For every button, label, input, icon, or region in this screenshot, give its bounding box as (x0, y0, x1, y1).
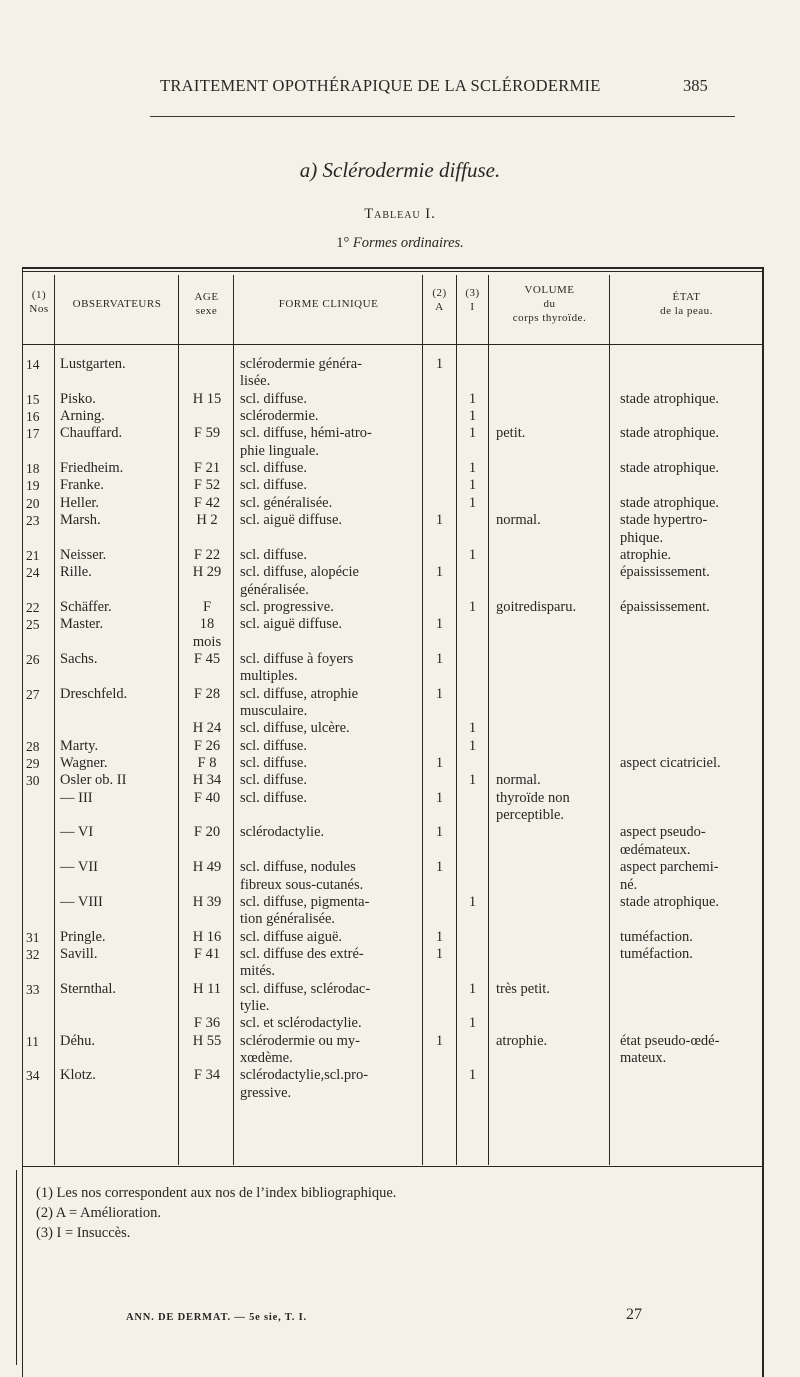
cell-form: scl. diffuse. (240, 477, 307, 494)
cell-vol: petit. (496, 425, 526, 442)
cell-vol: très petit. (496, 980, 550, 997)
cell-num: 18 (26, 461, 40, 477)
cell-a: 1 (435, 755, 444, 772)
cell-i: 1 (468, 772, 477, 789)
cell-vol: perceptible. (496, 807, 565, 824)
cell-obs: Sternthal. (60, 980, 116, 997)
cell-age: F 40 (193, 789, 221, 806)
cell-age: F (202, 598, 212, 615)
cell-obs: — VIII (60, 893, 103, 910)
cell-a: 1 (435, 859, 444, 876)
cell-age: H 11 (192, 980, 222, 997)
cell-form: tion généralisée. (240, 911, 336, 928)
cell-age: F 36 (193, 1015, 221, 1032)
cell-age: 18 (199, 616, 215, 633)
cell-num: 15 (26, 391, 40, 407)
col-num-label: Nos (29, 303, 49, 315)
col-skin-sub: de la peau. (660, 305, 713, 317)
cell-skin: tuméfaction. (620, 945, 693, 962)
cell-a: 1 (435, 616, 444, 633)
cell-i: 1 (468, 1067, 477, 1084)
cell-age: H 24 (192, 720, 222, 737)
cell-num: 17 (26, 426, 40, 442)
cell-i: 1 (468, 893, 477, 910)
cell-obs: Master. (60, 616, 104, 633)
cell-form: gressive. (240, 1084, 292, 1101)
cell-form: scl. progressive. (240, 598, 334, 615)
cell-skin: épaississement. (620, 598, 710, 615)
col-vol-du: du (543, 298, 556, 310)
cell-form: scl. diffuse aiguë. (240, 928, 343, 945)
cell-obs: — VII (60, 859, 98, 876)
cell-num: 14 (26, 357, 40, 372)
cell-form: scl. diffuse, nodules (240, 859, 356, 876)
col-num-ref: (1) (31, 289, 47, 301)
col-header-observers: OBSERVATEURS (72, 298, 162, 310)
cell-num: 31 (26, 929, 40, 945)
cell-obs: Rille. (60, 564, 92, 581)
cell-i: 1 (468, 460, 477, 477)
cell-age: H 2 (196, 512, 218, 529)
table-top-rule-thin (22, 271, 764, 272)
cell-form: tylie. (240, 997, 270, 1014)
header-bottom-rule (22, 344, 762, 345)
cell-form: sclérodermie généra- (240, 356, 362, 372)
col-header-age (180, 290, 233, 318)
cell-skin: aspect cicatriciel. (620, 755, 721, 772)
cell-a: 1 (435, 789, 444, 806)
cell-i: 1 (468, 1015, 477, 1032)
cell-form: mités. (240, 963, 276, 980)
footnote-ref: (3) (36, 1225, 53, 1241)
cell-form: scl. aiguë diffuse. (240, 512, 343, 529)
cell-num: 29 (26, 756, 40, 772)
cell-num: 16 (26, 409, 40, 425)
cell-skin: stade atrophique. (620, 893, 720, 910)
cell-obs: Lustgarten. (60, 356, 126, 372)
cell-obs: Marsh. (60, 512, 101, 529)
cell-age: H 29 (192, 564, 222, 581)
col-i-label: I (470, 301, 475, 313)
cell-skin: stade atrophique. (620, 460, 720, 477)
cell-obs: Heller. (60, 494, 100, 511)
cell-obs: Savill. (60, 945, 98, 962)
cell-obs: — VI (60, 824, 94, 841)
cell-num: 20 (26, 495, 40, 511)
cell-i: 1 (468, 980, 477, 997)
footnote-text: A = Amélioration. (55, 1205, 161, 1221)
cell-skin: aspect pseudo- (620, 824, 706, 841)
cell-i: 1 (468, 390, 477, 407)
cell-form: scl. diffuse. (240, 390, 307, 407)
cell-obs: Wagner. (60, 755, 108, 772)
cell-num: 24 (26, 565, 40, 581)
cell-num: 22 (26, 599, 40, 615)
page-number: 385 (683, 76, 708, 95)
cell-vol: normal. (496, 512, 541, 529)
cell-obs: Arning. (60, 408, 105, 425)
cell-age: mois (192, 633, 222, 650)
cell-age: F 28 (193, 685, 221, 702)
col-sex-label: sexe (195, 305, 218, 317)
cell-form: fibreux sous-cutanés. (240, 876, 364, 893)
cell-form: scl. diffuse, atrophie (240, 685, 359, 702)
cell-form: scl. diffuse, sclérodac- (240, 980, 371, 997)
cell-a: 1 (435, 824, 444, 841)
notes-left-rule (16, 1170, 17, 1365)
cell-form: scl. diffuse à foyers (240, 650, 354, 667)
cell-form: lisée. (240, 373, 271, 390)
cell-age: F 41 (193, 945, 221, 962)
col-header-volume (490, 283, 609, 325)
cell-age: H 55 (192, 1032, 222, 1049)
cell-form: sclérodactylie,scl.pro- (240, 1067, 369, 1084)
cell-a: 1 (435, 928, 444, 945)
cell-age: F 42 (193, 494, 221, 511)
cell-num: 34 (26, 1068, 40, 1084)
cell-age: F 59 (193, 425, 221, 442)
section-title: a) Sclérodermie diffuse. (299, 158, 501, 182)
column-divider (54, 275, 55, 1165)
cell-obs: Klotz. (60, 1067, 96, 1084)
cell-skin: épaississement. (620, 564, 710, 581)
running-head: TRAITEMENT OPOTHÉRAPIQUE DE LA SCLÉRODERMIE (160, 76, 601, 95)
col-skin-label: ÉTAT (672, 291, 701, 303)
cell-i: 1 (468, 546, 477, 563)
cell-num: 26 (26, 651, 40, 667)
cell-i: 1 (468, 408, 477, 425)
cell-obs: Déhu. (60, 1032, 96, 1049)
cell-vol: goitredisparu. (496, 598, 577, 615)
cell-a: 1 (435, 512, 444, 529)
cell-form: scl. diffuse, alopécie (240, 564, 359, 581)
column-divider (178, 275, 179, 1165)
cell-i: 1 (468, 494, 477, 511)
cell-obs: — III (60, 789, 93, 806)
cell-i: 1 (468, 425, 477, 442)
sheet-signature: 27 (626, 1306, 642, 1323)
cell-form: scl. diffuse. (240, 737, 307, 754)
cell-obs: Sachs. (60, 650, 98, 667)
cell-num: 21 (26, 547, 40, 563)
table-right-rule (762, 267, 764, 1377)
cell-form: sclérodactylie. (240, 824, 325, 841)
cell-form: xœdème. (240, 1050, 293, 1066)
footnote-1 (36, 1184, 396, 1202)
cell-form: musculaire. (240, 703, 308, 719)
cell-age: F 52 (193, 477, 221, 494)
cell-num: 23 (26, 513, 40, 529)
cell-skin: stade hypertro- (620, 512, 708, 529)
col-vol-label: VOLUME (524, 284, 575, 296)
cell-num: 19 (26, 478, 40, 494)
cell-form: scl. et sclérodactylie. (240, 1015, 362, 1032)
cell-i: 1 (468, 737, 477, 754)
cell-obs: Franke. (60, 477, 104, 494)
footnote-3 (36, 1224, 130, 1242)
footnote-text: Les nos correspondent aux nos de l’index bibliographique. (56, 1185, 397, 1201)
journal-signature: ANN. DE DERMAT. — 5e sie, T. I. (126, 1312, 307, 1323)
cell-obs: Schäffer. (60, 598, 112, 615)
cell-a: 1 (435, 1032, 444, 1049)
cell-num: 33 (26, 981, 40, 997)
cell-vol: thyroïde non (496, 789, 570, 806)
cell-obs: Chauffard. (60, 425, 123, 442)
cell-age: F 20 (193, 824, 221, 841)
cell-i: 1 (468, 598, 477, 615)
col-header-skin (611, 290, 762, 318)
cell-age: F 21 (193, 460, 221, 477)
col-header-a (423, 286, 456, 314)
cell-age: H 34 (192, 772, 222, 789)
table-top-rule (22, 267, 764, 269)
cell-obs: Marty. (60, 737, 99, 754)
cell-age: H 15 (192, 390, 222, 407)
column-divider (422, 275, 423, 1165)
header-rule (150, 116, 735, 117)
table-bottom-rule (22, 1166, 762, 1167)
cell-form: scl. aiguë diffuse. (240, 616, 343, 633)
cell-form: multiples. (240, 668, 298, 685)
cell-a: 1 (435, 685, 444, 702)
cell-age: F 8 (197, 755, 217, 772)
cell-num: 11 (26, 1033, 39, 1049)
cell-age: F 34 (193, 1067, 221, 1084)
footnote-text: I = Insuccès. (56, 1225, 131, 1241)
cell-num: 25 (26, 617, 40, 633)
cell-form: phie linguale. (240, 442, 319, 459)
cell-num: 32 (26, 946, 40, 962)
cell-form: scl. diffuse. (240, 772, 307, 789)
cell-skin: phique. (620, 529, 664, 546)
cell-age: H 16 (192, 928, 222, 945)
cell-vol: atrophie. (496, 1032, 548, 1049)
column-divider (488, 275, 489, 1165)
cell-skin: œdémateux. (620, 841, 691, 858)
cell-age: F 22 (193, 546, 221, 563)
col-header-i (457, 286, 488, 314)
cell-skin: stade atrophique. (620, 425, 720, 442)
table-title: Tableau I. (364, 206, 436, 222)
cell-skin: atrophie. (620, 546, 672, 563)
cell-skin: mateux. (620, 1050, 667, 1066)
cell-form: scl. diffuse. (240, 789, 307, 806)
cell-i: 1 (468, 477, 477, 494)
cell-form: scl. diffuse, ulcère. (240, 720, 350, 737)
cell-skin: aspect parchemi- (620, 859, 719, 876)
cell-form: généralisée. (240, 581, 309, 598)
cell-skin: né. (620, 876, 638, 893)
cell-a: 1 (435, 650, 444, 667)
cell-i: 1 (468, 720, 477, 737)
table-subtitle (0, 235, 800, 252)
cell-obs: Osler ob. II (60, 772, 127, 789)
table-left-rule (22, 267, 23, 1377)
cell-obs: Dreschfeld. (60, 685, 128, 702)
cell-age: H 49 (192, 859, 222, 876)
cell-form: scl. diffuse. (240, 546, 307, 563)
cell-age: F 26 (193, 737, 221, 754)
cell-obs: Pisko. (60, 390, 96, 407)
cell-form: scl. diffuse. (240, 755, 307, 772)
cell-a: 1 (435, 356, 444, 372)
cell-form: scl. diffuse des extré- (240, 945, 364, 962)
col-header-clinical: FORME CLINIQUE (278, 298, 379, 310)
cell-a: 1 (435, 945, 444, 962)
cell-form: scl. diffuse, hémi-atro- (240, 425, 372, 442)
cell-obs: Neisser. (60, 546, 107, 563)
col-i-ref: (3) (465, 287, 480, 299)
footnote-2 (36, 1204, 161, 1222)
col-a-label: A (435, 301, 444, 313)
cell-age: F 45 (193, 650, 221, 667)
cell-num: 27 (26, 686, 40, 702)
cell-skin: stade atrophique. (620, 390, 720, 407)
cell-obs: Friedheim. (60, 460, 124, 477)
footnote-ref: (2) (36, 1205, 53, 1221)
cell-a: 1 (435, 564, 444, 581)
cell-skin: état pseudo-œdé- (620, 1032, 720, 1049)
col-header-num (24, 288, 54, 316)
cell-age: H 39 (192, 893, 222, 910)
column-divider (609, 275, 610, 1165)
footnote-ref: (1) (36, 1185, 53, 1201)
col-a-ref: (2) (432, 287, 447, 299)
cell-form: sclérodermie ou my- (240, 1032, 360, 1049)
cell-form: scl. généralisée. (240, 494, 333, 511)
cell-form: scl. diffuse. (240, 460, 307, 477)
cell-obs: Pringle. (60, 928, 106, 945)
cell-num: 30 (26, 773, 40, 789)
col-vol-thyroid: corps thyroïde. (512, 312, 587, 324)
subtitle-number: 1° (336, 235, 350, 251)
cell-skin: stade atrophique. (620, 494, 720, 511)
cell-form: sclérodermie. (240, 408, 319, 425)
cell-num: 28 (26, 738, 40, 754)
col-age-label: AGE (194, 291, 219, 303)
cell-skin: tuméfaction. (620, 928, 693, 945)
subtitle-text: Formes ordinaires. (352, 235, 464, 251)
cell-vol: normal. (496, 772, 541, 789)
cell-form: scl. diffuse, pigmenta- (240, 893, 370, 910)
